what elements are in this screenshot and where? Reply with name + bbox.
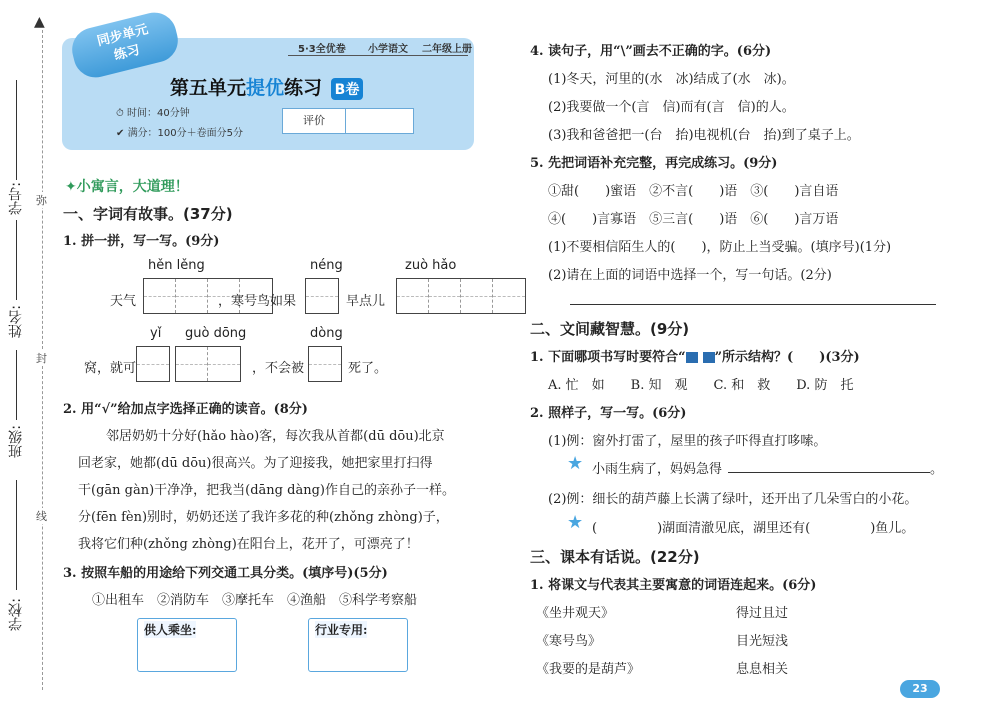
text-title[interactable]: 《寒号鸟》 <box>536 634 602 649</box>
writing-grid[interactable] <box>136 346 170 382</box>
series-label: 5·3全优卷 <box>298 44 346 55</box>
rating-label: 评价 <box>283 109 346 133</box>
sentence-text: 天气 <box>110 294 137 309</box>
industry-box-label: 行业专用: <box>315 623 368 637</box>
q5-subquestion: (1)不要相信陌生人的( )，防止上当受骗。(填序号)(1分) <box>548 240 892 255</box>
text-title[interactable]: 《我要的是葫芦》 <box>536 662 641 677</box>
fill-sentence-2: ( )湖面清澈见底，湖里还有( )鱼儿。 <box>592 521 915 536</box>
binding-strip <box>0 0 58 720</box>
writing-grid[interactable] <box>305 278 339 314</box>
pinyin-zuo-hao: zuò hǎo <box>405 258 457 273</box>
reading-line: 邻居奶奶十分好(hǎo hào)客，每次我从首都(dū dōu)北京 <box>106 429 445 444</box>
sentence-text: 早点儿 <box>346 294 386 309</box>
sentence-text: ，寒号鸟如果 <box>218 294 297 309</box>
writing-grid[interactable] <box>396 278 526 314</box>
fill-sentence-1: 小雨生病了，妈妈急得 <box>592 462 723 477</box>
passenger-box[interactable] <box>137 618 237 672</box>
q4-item: (2)我要做一个(言 信)而有(言 信)的人。 <box>548 100 795 115</box>
q4-item: (3)我和爸爸把一(台 抬)电视机(台 抬)到了桌子上。 <box>548 128 860 143</box>
fill-period: 。 <box>930 462 944 477</box>
class-line <box>16 350 17 420</box>
pinyin-neng: néng <box>310 258 343 273</box>
section-2-heading: 二、文间藏智慧。(9分) <box>530 320 690 338</box>
answer-line[interactable] <box>728 472 930 473</box>
version-badge: B卷 <box>331 78 364 100</box>
name-line <box>16 220 17 300</box>
idiom-row: ①甜( )蜜语 ②不言( )语 ③( )言自语 <box>548 184 839 199</box>
pinyin-guo-dong: guò dōng <box>185 326 247 341</box>
time-limit: ⏱ 时间：40分钟 <box>116 108 190 119</box>
writing-grid[interactable] <box>175 346 241 382</box>
vehicle-list: ①出租车 ②消防车 ③摩托车 ④渔船 ⑤科学考察船 <box>92 593 418 608</box>
rocket-icon: ▲ <box>34 14 45 30</box>
question-2: 2. 用“√”给加点字选择正确的读音。(8分) <box>63 402 308 417</box>
question-3-1: 1. 将课文与代表其主要寓意的词语连起来。(6分) <box>530 578 817 593</box>
text-title[interactable]: 《坐井观天》 <box>536 606 615 621</box>
pinyin-dong: dòng <box>310 326 343 341</box>
q21-options: A. 忙 如 B. 知 观 C. 和 救 D. 防 托 <box>548 378 854 393</box>
section-1-heading: 一、字词有故事。(37分) <box>63 205 233 223</box>
industry-box[interactable] <box>308 618 408 672</box>
seal-mark: 线 <box>36 510 47 523</box>
pinyin-hen-leng: hěn lěng <box>148 258 205 273</box>
star-icon: ★ <box>567 512 584 533</box>
q4-item: (1)冬天，河里的(水 冰)结成了(水 冰)。 <box>548 72 795 87</box>
seal-mark: 封 <box>36 352 47 365</box>
sentence-text: 窝，就可 <box>84 361 137 376</box>
page-title: 第五单元提优练习 B卷 <box>170 73 363 100</box>
school-line <box>16 480 17 590</box>
unit-tag: 同步单元练习 <box>68 8 183 82</box>
school-label: 学校: <box>8 598 24 631</box>
reading-line: 回老家，她都(dū dōu)很高兴。为了迎接我，她把家里打扫得 <box>78 456 433 471</box>
section-3-heading: 三、课本有话说。(22分) <box>530 548 700 566</box>
question-4: 4. 读句子，用“\”画去不正确的字。(6分) <box>530 44 772 59</box>
moral-term[interactable]: 息息相关 <box>736 662 789 677</box>
subject-label: 小学语文 <box>368 44 408 55</box>
name-label: 姓名: <box>8 305 24 338</box>
student-id-label: 学号: <box>8 182 24 215</box>
pinyin-yi: yǐ <box>150 326 162 341</box>
class-label: 班级: <box>8 425 24 458</box>
sentence-text: 死了。 <box>348 361 388 376</box>
structure-icon <box>703 352 715 363</box>
reading-line: 分(fēn fèn)别时，奶奶还送了我许多花的种(zhǒng zhòng)子， <box>78 510 449 525</box>
answer-line[interactable] <box>570 304 936 305</box>
star-icon: ★ <box>567 453 584 474</box>
moral-term[interactable]: 得过且过 <box>736 606 789 621</box>
page-number: 23 <box>900 680 940 698</box>
moral-term[interactable]: 目光短浅 <box>736 634 789 649</box>
reading-line: 干(gān gàn)干净净，把我当(dāng dàng)作自己的亲孙子一样。 <box>78 483 455 498</box>
question-1: 1. 拼一拼，写一写。(9分) <box>63 234 220 249</box>
question-2-2: 2. 照样子，写一写。(6分) <box>530 406 687 421</box>
grade-label: 二年级上册 <box>422 44 472 55</box>
passenger-box-label: 供人乘坐: <box>144 623 197 637</box>
reading-line: 我将它们种(zhǒng zhòng)在阳台上，花开了，可漂亮了！ <box>78 537 419 552</box>
question-3: 3. 按照车船的用途给下列交通工具分类。(填序号)(5分) <box>63 566 388 581</box>
motto: ✦小寓言，大道理！ <box>65 179 189 195</box>
full-score: ✔ 满分：100分＋卷面分5分 <box>116 128 244 139</box>
student-id-line <box>16 80 17 180</box>
rating-box[interactable] <box>282 108 414 134</box>
question-5: 5. 先把词语补充完整，再完成练习。(9分) <box>530 156 778 171</box>
example-1: (1)例：窗外打雷了，屋里的孩子吓得直打哆嗦。 <box>548 434 827 449</box>
writing-grid[interactable] <box>308 346 342 382</box>
seal-mark: 弥 <box>36 194 47 207</box>
idiom-row: ④( )言寡语 ⑤三言( )语 ⑥( )言万语 <box>548 212 839 227</box>
header-rule <box>288 55 468 56</box>
structure-icon <box>686 352 698 363</box>
sentence-text: ，不会被 <box>252 361 305 376</box>
example-2: (2)例：细长的葫芦藤上长满了绿叶，还开出了几朵雪白的小花。 <box>548 492 918 507</box>
question-2-1: 1. 下面哪项书写时要符合“ ”所示结构？( )(3分) <box>530 350 860 365</box>
q5-subquestion: (2)请在上面的词语中选择一个，写一句话。(2分) <box>548 268 832 283</box>
